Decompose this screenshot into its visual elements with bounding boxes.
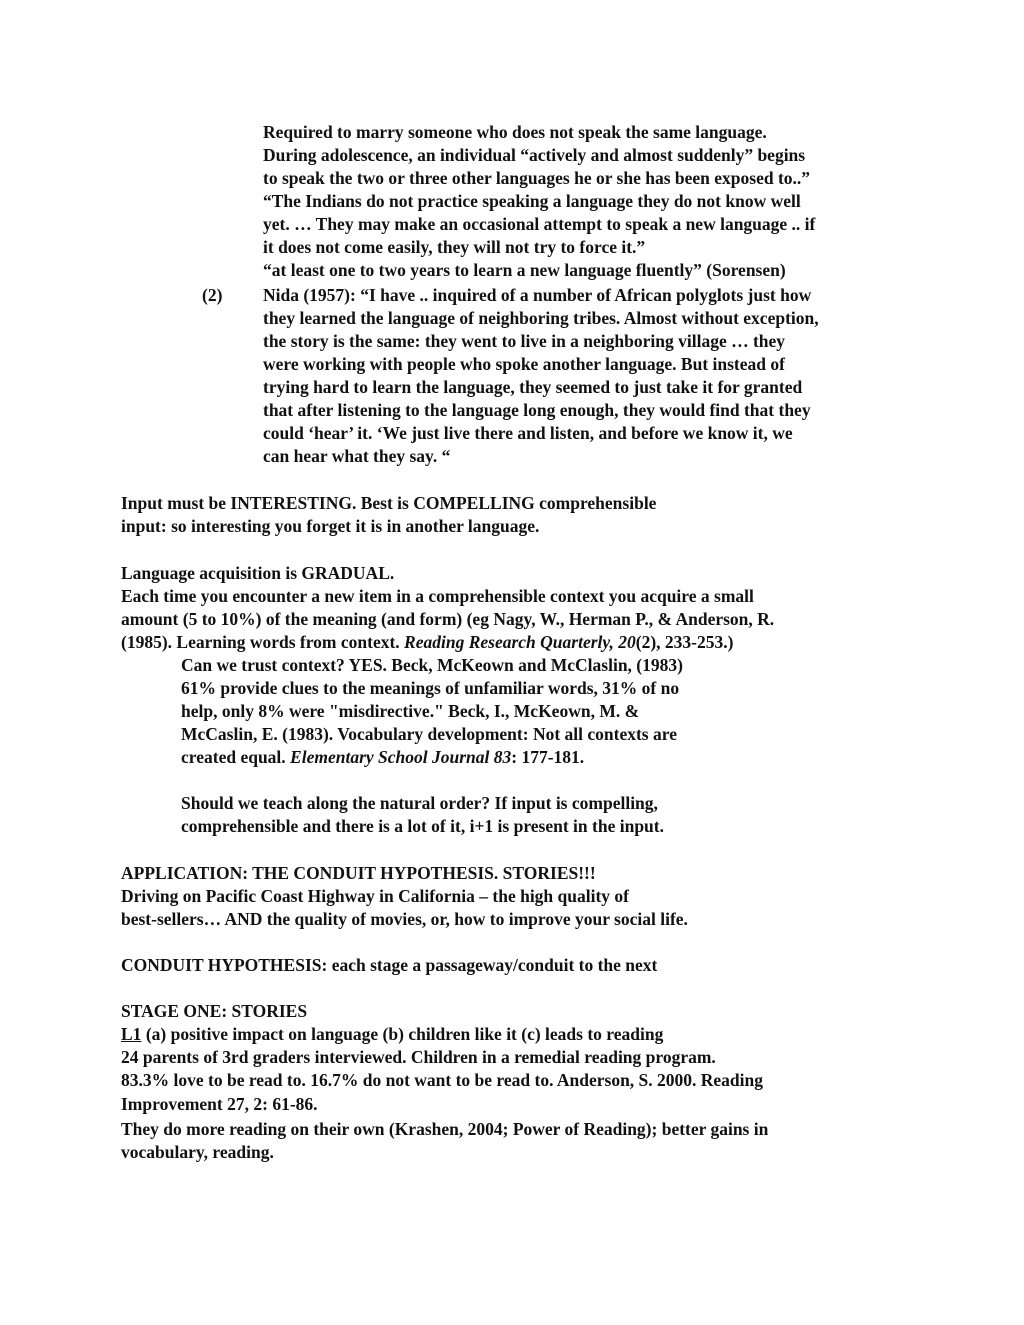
text-line: to speak the two or three other languages he or she has been exposed to..”: [263, 168, 811, 188]
text-line: McCaslin, E. (1983). Vocabulary development: Not all contexts are: [181, 724, 677, 744]
text-span: created equal.: [181, 747, 291, 767]
text-line: input: so interesting you forget it is in another language.: [121, 516, 540, 536]
text-line: could ‘hear’ it. ‘We just live there and listen, and before we know it, we: [263, 423, 793, 443]
text-line: amount (5 to 10%) of the meaning (and form) (eg Nagy, W., Herman P., & Anderson, R.: [121, 609, 775, 629]
text-line: Can we trust context? YES. Beck, McKeown and McClaslin, (1983): [181, 655, 683, 675]
text-line: Driving on Pacific Coast Highway in California – the high quality of: [121, 886, 630, 906]
text-span: (a) positive impact on language (b) children like it (c) leads to reading: [141, 1024, 664, 1044]
text-line: 61% provide clues to the meanings of unfamiliar words, 31% of no: [181, 678, 680, 698]
text-line: they learned the language of neighboring tribes. Almost without exception,: [263, 308, 819, 328]
text-span: : 177-181.: [511, 747, 585, 767]
text-line: 83.3% love to be read to. 16.7% do not want to be read to. Anderson, S. 2000. Reading: [121, 1070, 764, 1090]
l1-label: L1: [121, 1024, 142, 1044]
text-line: Required to marry someone who does not speak the same language.: [263, 122, 767, 142]
text-line: “at least one to two years to learn a new language fluently” (Sorensen): [263, 260, 786, 280]
text-line: Each time you encounter a new item in a comprehensible context you acquire a small: [121, 586, 754, 606]
text-line: yet. … They may make an occasional attempt to speak a new language .. if: [263, 214, 816, 234]
section-heading: APPLICATION: THE CONDUIT HYPOTHESIS. STORIES!!!: [121, 863, 596, 883]
text-line: it does not come easily, they will not try to force it.”: [263, 237, 646, 257]
text-line: help, only 8% were "misdirective." Beck, I., McKeown, M. &: [181, 701, 640, 721]
text-line: were working with people who spoke another language. But instead of: [263, 354, 785, 374]
text-line: [121, 1023, 663, 1046]
text-line: Nida (1957): “I have .. inquired of a number of African polyglots just how: [263, 285, 812, 305]
text-span: (2), 233-253.): [635, 632, 734, 652]
journal-title: Reading Research Quarterly, 20: [404, 632, 636, 652]
text-line: the story is the same: they went to live in a neighboring village … they: [263, 331, 786, 351]
journal-title: Elementary School Journal 83: [290, 747, 512, 767]
item-number: (2): [202, 285, 223, 305]
text-line: Input must be INTERESTING. Best is COMPELLING comprehensible: [121, 493, 657, 513]
text-line: “The Indians do not practice speaking a language they do not know well: [263, 191, 801, 211]
text-line: vocabulary, reading.: [121, 1142, 274, 1162]
text-span: (1985). Learning words from context.: [121, 632, 405, 652]
text-line: Improvement 27, 2: 61-86.: [121, 1094, 318, 1114]
text-line: trying hard to learn the language, they seemed to just take it for granted: [263, 377, 803, 397]
text-line: Should we teach along the natural order? If input is compelling,: [181, 793, 658, 813]
citation-line: [181, 746, 584, 769]
text-line: During adolescence, an individual “actively and almost suddenly” begins: [263, 145, 806, 165]
text-line: CONDUIT HYPOTHESIS: each stage a passageway/conduit to the next: [121, 955, 658, 975]
text-line: can hear what they say. “: [263, 446, 451, 466]
text-line: They do more reading on their own (Krashen, 2004; Power of Reading); better gains in: [121, 1119, 769, 1139]
text-line: that after listening to the language long enough, they would find that they: [263, 400, 811, 420]
text-line: best-sellers… AND the quality of movies, or, how to improve your social life.: [121, 909, 688, 929]
text-line: comprehensible and there is a lot of it, i+1 is present in the input.: [181, 816, 664, 836]
citation-line: [121, 631, 733, 654]
section-heading: Language acquisition is GRADUAL.: [121, 563, 395, 583]
section-heading: STAGE ONE: STORIES: [121, 1001, 308, 1021]
text-line: 24 parents of 3rd graders interviewed. Children in a remedial reading program.: [121, 1047, 716, 1067]
